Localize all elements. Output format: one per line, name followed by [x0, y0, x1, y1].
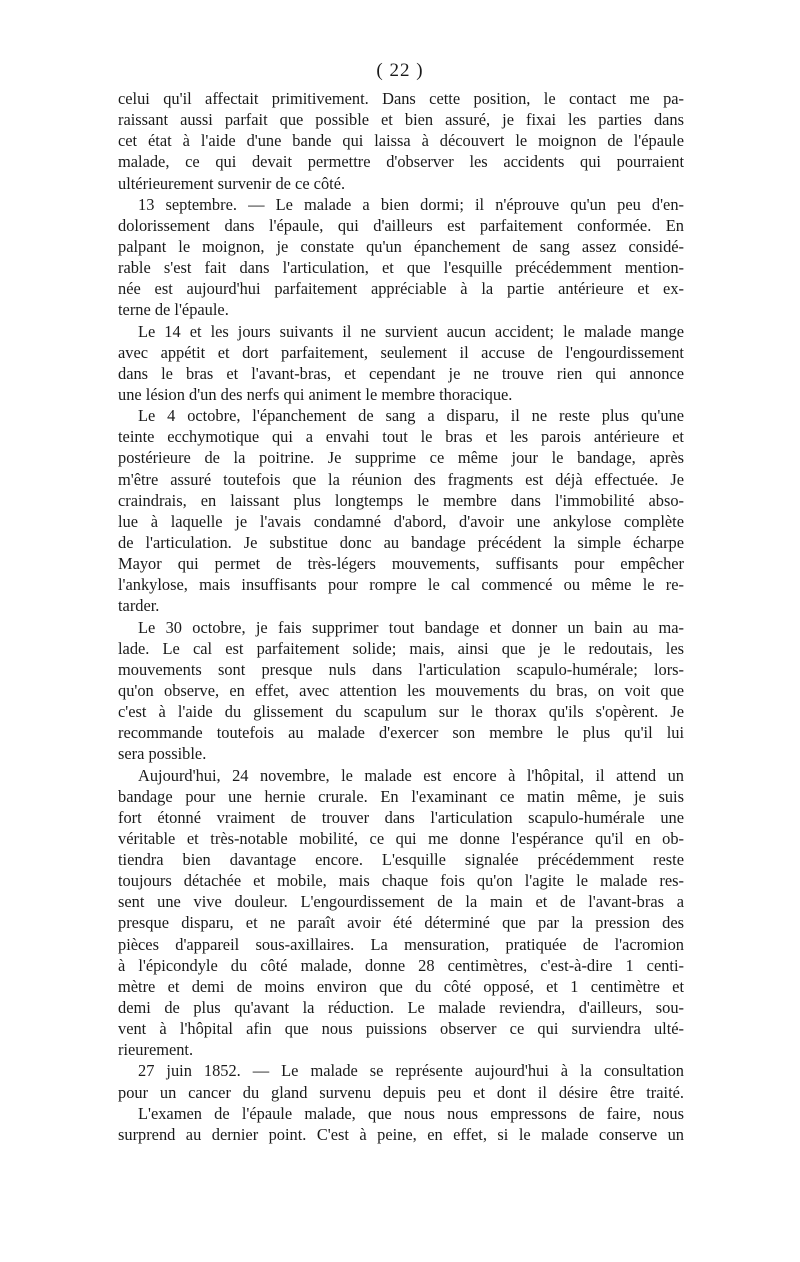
text-line: Le 30 octobre, je fais supprimer tout bandage et donner un bain au ma-	[138, 617, 684, 637]
text-line: dolorissement dans l'épaule, qui d'ailleurs est parfaitement conformée. En	[118, 215, 684, 235]
text-line: Aujourd'hui, 24 novembre, le malade est encore à l'hôpital, il attend un	[138, 765, 684, 785]
text-line: l'ankylose, mais insuffisants pour rompre le cal commencé ou même le re-	[118, 575, 684, 595]
text-line: une lésion d'un des nerfs qui animent le membre thoracique.	[118, 384, 513, 404]
text-line: pièces d'appareil sous-axillaires. La mensuration, pratiquée de l'acromion	[118, 934, 684, 954]
text-line: Le 4 octobre, l'épanchement de sang a disparu, il ne reste plus qu'une	[138, 406, 684, 426]
text-line: lue à laquelle je l'avais condamné d'abord, d'avoir une ankylose complète	[118, 511, 684, 531]
text-line: vent à l'hôpital afin que nous puissions observer ce qui surviendra ulté-	[118, 1019, 684, 1039]
text-line: dans le bras et l'avant-bras, et cependant je ne trouve rien qui annonce	[118, 363, 684, 383]
text-line: rable s'est fait dans l'articulation, et que l'esquille précédemment mention-	[118, 258, 684, 278]
text-line: toujours détachée et mobile, mais chaque fois qu'on l'agite le malade res-	[118, 871, 684, 891]
text-line: rieurement.	[118, 1040, 194, 1060]
body-text	[118, 88, 684, 1145]
text-line: m'être assuré toutefois que la réunion des fragments est déjà effectuée. Je	[118, 469, 684, 489]
text-line: cet état à l'aide d'une bande qui laissa à découvert le moignon de l'épaule	[118, 131, 684, 151]
text-line: fort étonné vraiment de trouver dans l'articulation scapulo-humérale une	[118, 807, 684, 827]
text-line: raissant aussi parfait que possible et bien assuré, je fixai les parties dans	[118, 110, 684, 130]
text-line: 13 septembre. — Le malade a bien dormi; il n'éprouve qu'un peu d'en-	[138, 194, 684, 214]
text-line: L'examen de l'épaule malade, que nous nous empressons de faire, nous	[138, 1103, 684, 1123]
text-line: tarder.	[118, 596, 160, 616]
text-line: mouvements sont presque nuls dans l'articulation scapulo-humérale; lors-	[118, 659, 684, 679]
text-line: celui qu'il affectait primitivement. Dans cette position, le contact me pa-	[118, 89, 684, 108]
text-line: presque disparu, et ne paraît avoir été déterminé que par la pression des	[118, 913, 684, 933]
text-line: craindrais, en laissant plus longtemps le membre dans l'immobilité abso-	[118, 490, 684, 510]
text-line: c'est à l'aide du glissement du scapulum sur le thorax qu'ils s'opèrent. Je	[118, 702, 684, 722]
text-line: demi de plus qu'avant la réduction. Le malade reviendra, d'ailleurs, sou-	[118, 998, 684, 1018]
text-line: Mayor qui permet de très-légers mouvements, suffisants pour empêcher	[118, 554, 684, 574]
text-line: mètre et demi de moins environ que du côté opposé, et 1 centimètre et	[118, 976, 684, 996]
text-line: palpant le moignon, je constate qu'un épanchement de sang assez considé-	[118, 236, 684, 256]
text-line: teinte ecchymotique qui a envahi tout le bras et les parois antérieure et	[118, 427, 684, 447]
text-line: à l'épicondyle du côté malade, donne 28 centimètres, c'est-à-dire 1 centi-	[118, 955, 684, 975]
text-line: tiendra bien davantage encore. L'esquille signalée précédemment reste	[118, 850, 684, 870]
text-line: ultérieurement survenir de ce côté.	[118, 173, 346, 193]
text-line: recommande toutefois au malade d'exercer son membre le plus qu'il lui	[118, 723, 684, 743]
text-line: malade, ce qui devait permettre d'observer les accidents qui pourraient	[118, 152, 684, 172]
text-line: pour un cancer du gland survenu depuis peu et dont il désire être traité.	[118, 1082, 684, 1102]
text-line: lade. Le cal est parfaitement solide; mais, ainsi que je le redoutais, les	[118, 638, 684, 658]
text-line: 27 juin 1852. — Le malade se représente aujourd'hui à la consultation	[138, 1061, 684, 1081]
text-line: sera possible.	[118, 744, 207, 764]
text-line: qu'on observe, en effet, avec attention les mouvements du bras, on voit que	[118, 680, 684, 700]
page-number: ( 22 )	[376, 60, 424, 81]
text-line: de l'articulation. Je substitue donc au bandage précédent la simple écharpe	[118, 532, 684, 552]
text-line: bandage pour une hernie crurale. En l'examinant ce matin même, je suis	[118, 786, 684, 806]
text-line: postérieure de la poitrine. Je supprime ce même jour le bandage, après	[118, 448, 684, 468]
text-line: terne de l'épaule.	[118, 300, 229, 320]
text-line: surprend au dernier point. C'est à peine, en effet, si le malade conserve un	[118, 1124, 684, 1144]
text-line: sent une vive douleur. L'engourdissement de la main et de l'avant-bras a	[118, 892, 684, 912]
text-line: avec appétit et dort parfaitement, seulement il accuse de l'engourdissement	[118, 342, 684, 362]
text-line: Le 14 et les jours suivants il ne survient aucun accident; le malade mange	[138, 321, 684, 341]
text-line: née est aujourd'hui parfaitement appréciable à la partie antérieure et ex-	[118, 279, 684, 299]
text-line: véritable et très-notable mobilité, ce qui me donne l'espérance qu'il en ob-	[118, 828, 684, 848]
